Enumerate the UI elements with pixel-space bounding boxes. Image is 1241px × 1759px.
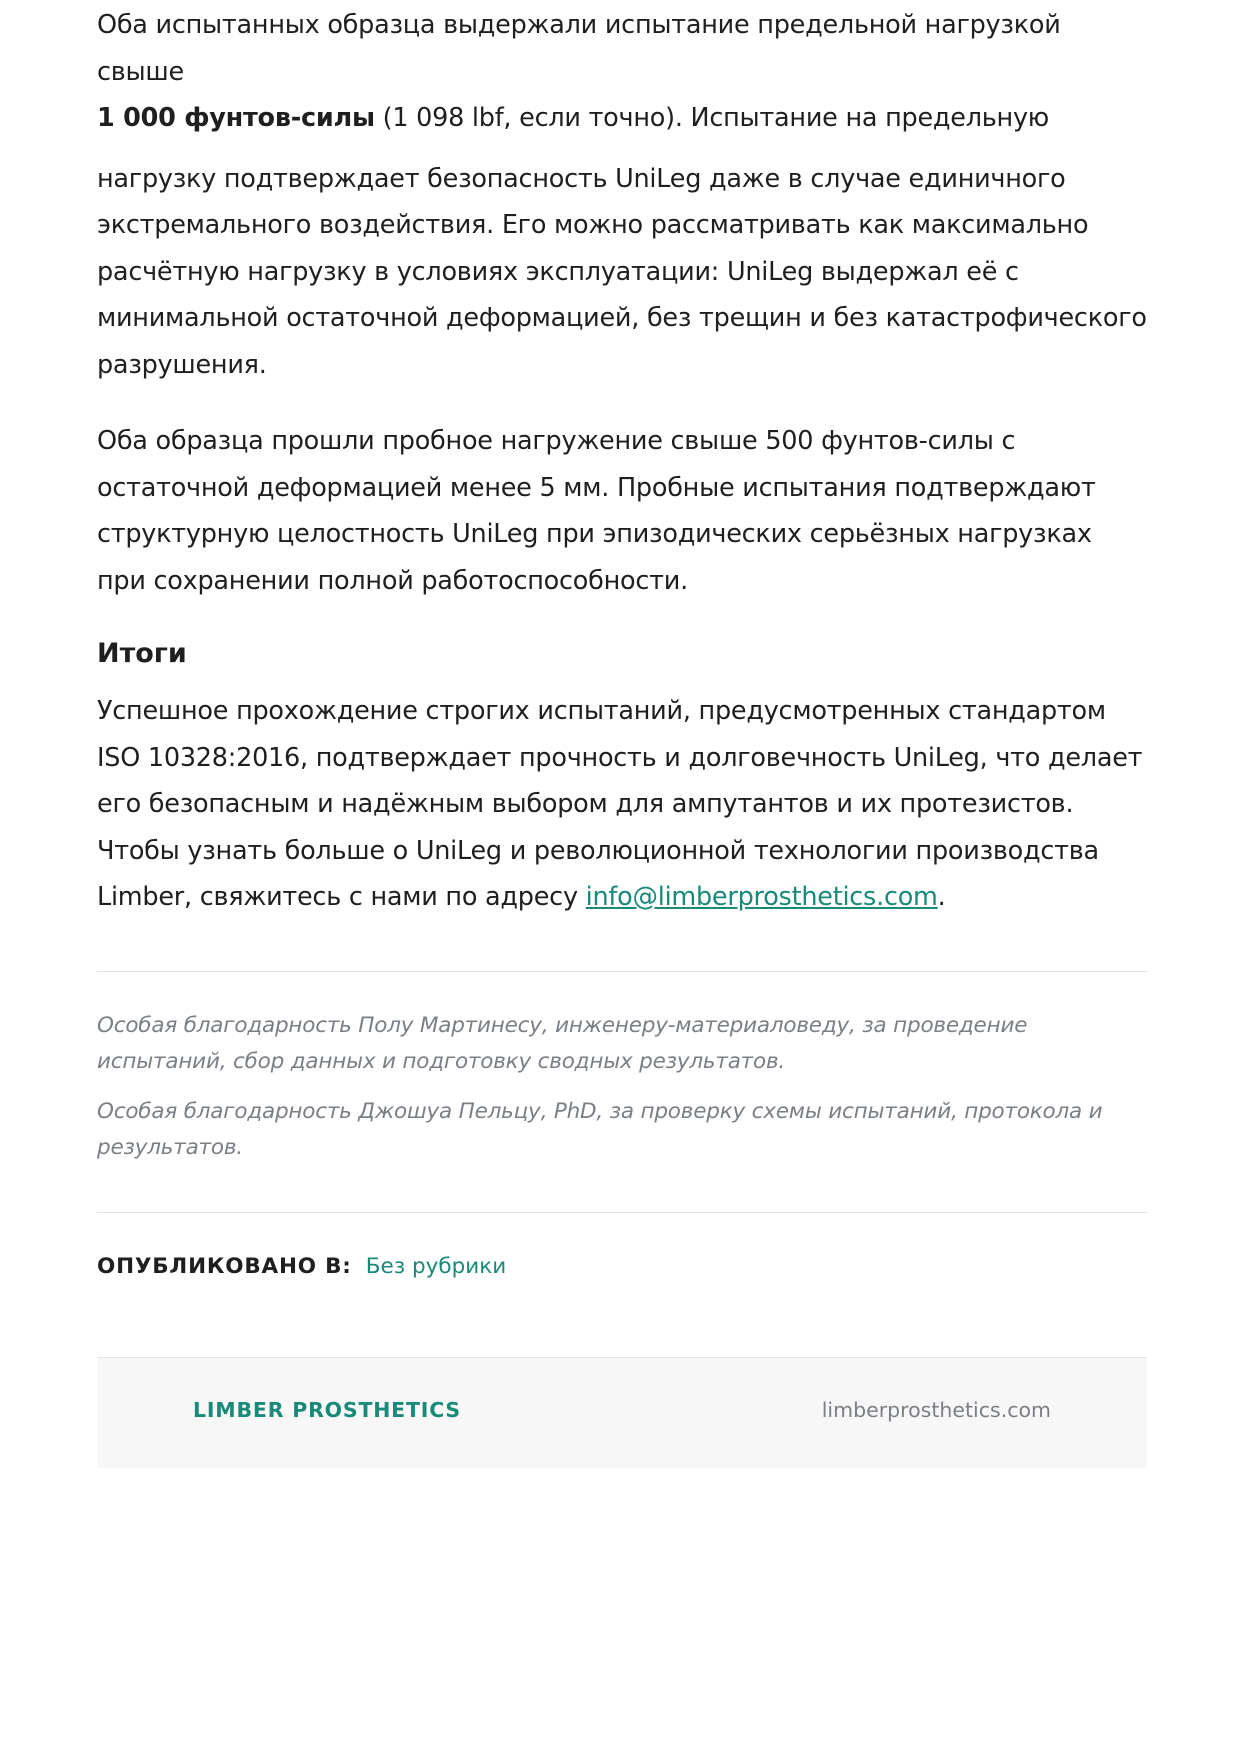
ultimate-load-value: 1 000 фунтов-силы xyxy=(97,103,375,133)
acknowledgement-item: Особая благодарность Джошуа Пельцу, PhD, за проверку схемы испытаний, протокола и результатов. xyxy=(97,1098,1103,1160)
acknowledgements xyxy=(97,1008,1147,1166)
footer-brand-link[interactable]: LIMBER PROSTHETICS xyxy=(193,1397,461,1422)
acknowledgement-item: Особая благодарность Полу Мартинесу, инженеру-материаловеду, за проведение испытаний, сбор данных и подготовку сводных результатов. xyxy=(97,1012,1028,1074)
contact-email-link[interactable]: info@limberprosthetics.com xyxy=(585,882,938,912)
paragraph-ultimate-load xyxy=(97,2,1147,388)
divider xyxy=(97,1212,1147,1213)
paragraph-ultimate-load-line1: Оба испытанных образца выдержали испытание предельной нагрузкой свыше xyxy=(97,10,1061,87)
footer-site-link[interactable]: limberprosthetics.com xyxy=(821,1397,1051,1422)
site-footer xyxy=(97,1357,1147,1468)
summary-end: . xyxy=(937,882,946,912)
summary-text: Успешное прохождение строгих испытаний, предусмотренных стандартом ISO 10328:2016, подтверждает прочность и долговечность UniLeg, что делает его безопасным и надёжным выбором для ампутантов и их протезистов. Чтобы узнать больше о UniLeg и революционной технологии производства Limber, свяжитесь с нами по адресу xyxy=(97,696,1143,912)
paragraph-ultimate-load-rest: нагрузку подтверждает безопасность UniLeg даже в случае единичного экстремального воздействия. Его можно рассматривать как максимально расчётную нагрузку в условиях эксплуатации: UniLeg выдержал её с минимальной остаточной деформацией, без трещин и без катастрофического разрушения. xyxy=(97,163,1147,380)
paragraph-ultimate-load-line2 xyxy=(97,95,1147,142)
paragraph-summary xyxy=(97,688,1147,921)
post-category-meta xyxy=(97,1251,1147,1283)
published-in-label: ОПУБЛИКОВАНО В: xyxy=(97,1253,352,1279)
article-body xyxy=(97,0,1147,1468)
divider xyxy=(97,971,1147,972)
category-link[interactable]: Без рубрики xyxy=(365,1253,507,1279)
ultimate-load-detail: (1 098 lbf, если точно). Испытание на предельную xyxy=(374,103,1050,133)
paragraph-proof-load: Оба образца прошли пробное нагружение свыше 500 фунтов-силы с остаточной деформацией менее 5 мм. Пробные испытания подтверждают структурную целостность UniLeg при эпизодических серьёзных нагрузках при сохранении полной работоспособности. xyxy=(97,426,1096,596)
section-heading-summary: Итоги xyxy=(97,638,187,669)
